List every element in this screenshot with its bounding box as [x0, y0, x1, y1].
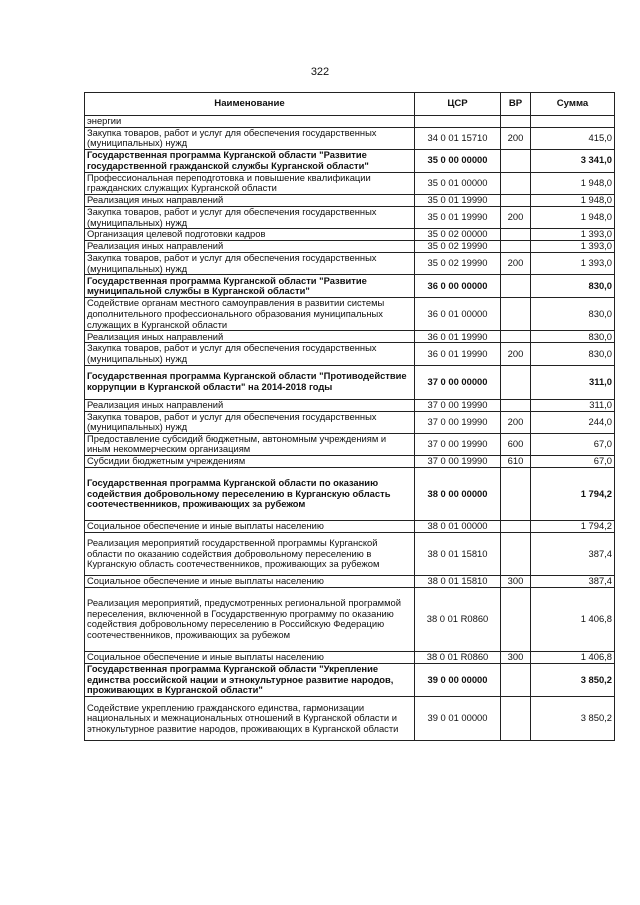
cell-sum: 3 850,2: [531, 663, 615, 696]
cell-name: Субсидии бюджетным учреждениям: [85, 455, 415, 467]
cell-sum: 1 948,0: [531, 172, 615, 194]
cell-csr: 37 0 00 19990: [415, 399, 501, 411]
table-row: [85, 575, 615, 587]
cell-name: Содействие органам местного самоуправления в развитии системы дополнительного профессионального образования муниципальных служащих в Курганской области: [85, 298, 415, 331]
cell-sum: 830,0: [531, 275, 615, 298]
cell-sum: 1 948,0: [531, 206, 615, 228]
table-row: [85, 116, 615, 128]
cell-vr: [501, 275, 531, 298]
cell-name: Закупка товаров, работ и услуг для обеспечения государственных (муниципальных) нужд: [85, 127, 415, 149]
header-row: [85, 93, 615, 116]
table-row: [85, 172, 615, 194]
cell-vr: [501, 532, 531, 575]
cell-csr: 37 0 00 19990: [415, 433, 501, 455]
table-row: [85, 241, 615, 253]
cell-name: Организация целевой подготовки кадров: [85, 229, 415, 241]
cell-vr: [501, 116, 531, 128]
cell-csr: 38 0 01 00000: [415, 520, 501, 532]
cell-vr: [501, 194, 531, 206]
table-row: [85, 343, 615, 365]
cell-vr: 300: [501, 651, 531, 663]
cell-sum: 67,0: [531, 455, 615, 467]
table-row: [85, 399, 615, 411]
cell-csr: 38 0 01 15810: [415, 575, 501, 587]
cell-name: Содействие укреплению гражданского единства, гармонизации национальных и межнациональных отношений в Курганской области и этнокультурное развитие народов, проживающих в Курганской области: [85, 696, 415, 740]
table-row: [85, 651, 615, 663]
cell-vr: [501, 331, 531, 343]
cell-csr: 38 0 01 15810: [415, 532, 501, 575]
table-row: [85, 194, 615, 206]
cell-csr: 35 0 01 19990: [415, 206, 501, 228]
header-csr: ЦСР: [415, 93, 501, 116]
cell-csr: 36 0 01 00000: [415, 298, 501, 331]
cell-name: Государственная программа Курганской области "Развитие муниципальной службы в Курганской области": [85, 275, 415, 298]
table-row: [85, 298, 615, 331]
cell-name: Реализация иных направлений: [85, 241, 415, 253]
cell-csr: 35 0 02 19990: [415, 253, 501, 275]
table-row: [85, 127, 615, 149]
cell-sum: 244,0: [531, 411, 615, 433]
cell-sum: 67,0: [531, 433, 615, 455]
cell-csr: 35 0 00 00000: [415, 149, 501, 172]
cell-vr: [501, 467, 531, 520]
cell-csr: 38 0 00 00000: [415, 467, 501, 520]
header-sum: Сумма: [531, 93, 615, 116]
cell-sum: 1 794,2: [531, 520, 615, 532]
cell-csr: 38 0 01 R0860: [415, 587, 501, 651]
cell-vr: [501, 241, 531, 253]
cell-name: Государственная программа Курганской области "Противодействие коррупции в Курганской области" на 2014-2018 годы: [85, 365, 415, 399]
cell-vr: 300: [501, 575, 531, 587]
table-row: [85, 433, 615, 455]
cell-name: Закупка товаров, работ и услуг для обеспечения государственных (муниципальных) нужд: [85, 411, 415, 433]
cell-vr: 200: [501, 206, 531, 228]
cell-name: энергии: [85, 116, 415, 128]
cell-name: Социальное обеспечение и иные выплаты населению: [85, 651, 415, 663]
cell-name: Социальное обеспечение и иные выплаты населению: [85, 520, 415, 532]
cell-csr: 36 0 01 19990: [415, 331, 501, 343]
cell-vr: [501, 365, 531, 399]
page-number: 322: [310, 66, 330, 78]
cell-sum: 830,0: [531, 343, 615, 365]
cell-name: Социальное обеспечение и иные выплаты населению: [85, 575, 415, 587]
header-vr: ВР: [501, 93, 531, 116]
cell-name: Реализация иных направлений: [85, 399, 415, 411]
cell-sum: 311,0: [531, 399, 615, 411]
cell-sum: 1 948,0: [531, 194, 615, 206]
cell-csr: 35 0 02 00000: [415, 229, 501, 241]
budget-table: [84, 92, 615, 741]
table-row: [85, 663, 615, 696]
cell-sum: 311,0: [531, 365, 615, 399]
table-row: [85, 520, 615, 532]
cell-csr: 37 0 00 00000: [415, 365, 501, 399]
table-row: [85, 532, 615, 575]
cell-sum: 1 794,2: [531, 467, 615, 520]
table-row: [85, 331, 615, 343]
cell-csr: [415, 116, 501, 128]
table-row: [85, 229, 615, 241]
table-row: [85, 455, 615, 467]
cell-sum: 1 393,0: [531, 241, 615, 253]
table-row: [85, 206, 615, 228]
cell-vr: 200: [501, 127, 531, 149]
cell-csr: 34 0 01 15710: [415, 127, 501, 149]
header-name: Наименование: [85, 93, 415, 116]
cell-csr: 35 0 01 19990: [415, 194, 501, 206]
table-row: [85, 587, 615, 651]
cell-name: Закупка товаров, работ и услуг для обеспечения государственных (муниципальных) нужд: [85, 253, 415, 275]
cell-csr: 39 0 00 00000: [415, 663, 501, 696]
cell-sum: 387,4: [531, 532, 615, 575]
table-row: [85, 253, 615, 275]
cell-name: Реализация иных направлений: [85, 194, 415, 206]
cell-sum: 1 406,8: [531, 587, 615, 651]
cell-sum: 1 406,8: [531, 651, 615, 663]
cell-csr: 37 0 00 19990: [415, 455, 501, 467]
cell-name: Закупка товаров, работ и услуг для обеспечения государственных (муниципальных) нужд: [85, 206, 415, 228]
cell-sum: 3 850,2: [531, 696, 615, 740]
table-row: [85, 696, 615, 740]
cell-vr: [501, 663, 531, 696]
cell-name: Государственная программа Курганской области по оказанию содействия добровольному переселению в Курганскую область соотечественников, проживающих за рубежом: [85, 467, 415, 520]
cell-sum: 830,0: [531, 331, 615, 343]
cell-name: Государственная программа Курганской области "Развитие государственной гражданской службы Курганской области": [85, 149, 415, 172]
cell-sum: [531, 116, 615, 128]
cell-sum: 1 393,0: [531, 253, 615, 275]
cell-vr: [501, 520, 531, 532]
cell-name: Реализация мероприятий, предусмотренных региональной программой переселения, включенной в Государственную программу по оказанию содействия добровольному переселению в Российскую Федерацию соотечественников, проживающих за рубежом: [85, 587, 415, 651]
cell-vr: 600: [501, 433, 531, 455]
table-row: [85, 411, 615, 433]
cell-vr: [501, 587, 531, 651]
table-row: [85, 467, 615, 520]
cell-name: Предоставление субсидий бюджетным, автономным учреждениям и иным некоммерческим организациям: [85, 433, 415, 455]
cell-csr: 39 0 01 00000: [415, 696, 501, 740]
cell-vr: 200: [501, 343, 531, 365]
cell-sum: 387,4: [531, 575, 615, 587]
cell-vr: [501, 696, 531, 740]
table-row: [85, 365, 615, 399]
cell-name: Реализация иных направлений: [85, 331, 415, 343]
cell-csr: 35 0 02 19990: [415, 241, 501, 253]
cell-name: Профессиональная переподготовка и повышение квалификации гражданских служащих Курганской области: [85, 172, 415, 194]
cell-sum: 3 341,0: [531, 149, 615, 172]
cell-vr: 200: [501, 253, 531, 275]
cell-sum: 830,0: [531, 298, 615, 331]
cell-csr: 36 0 00 00000: [415, 275, 501, 298]
cell-vr: 610: [501, 455, 531, 467]
cell-csr: 37 0 00 19990: [415, 411, 501, 433]
cell-csr: 36 0 01 19990: [415, 343, 501, 365]
cell-sum: 1 393,0: [531, 229, 615, 241]
cell-csr: 35 0 01 00000: [415, 172, 501, 194]
cell-vr: 200: [501, 411, 531, 433]
table-row: [85, 275, 615, 298]
table-row: [85, 149, 615, 172]
cell-csr: 38 0 01 R0860: [415, 651, 501, 663]
cell-vr: [501, 298, 531, 331]
cell-name: Реализация мероприятий государственной программы Курганской области по оказанию содействия добровольному переселению в Курганскую область соотечественников, проживающих за рубежом: [85, 532, 415, 575]
cell-vr: [501, 149, 531, 172]
cell-name: Государственная программа Курганской области "Укрепление единства российской нации и этнокультурное развитие народов, проживающих в Курганской области": [85, 663, 415, 696]
cell-sum: 415,0: [531, 127, 615, 149]
cell-name: Закупка товаров, работ и услуг для обеспечения государственных (муниципальных) нужд: [85, 343, 415, 365]
cell-vr: [501, 172, 531, 194]
cell-vr: [501, 229, 531, 241]
cell-vr: [501, 399, 531, 411]
